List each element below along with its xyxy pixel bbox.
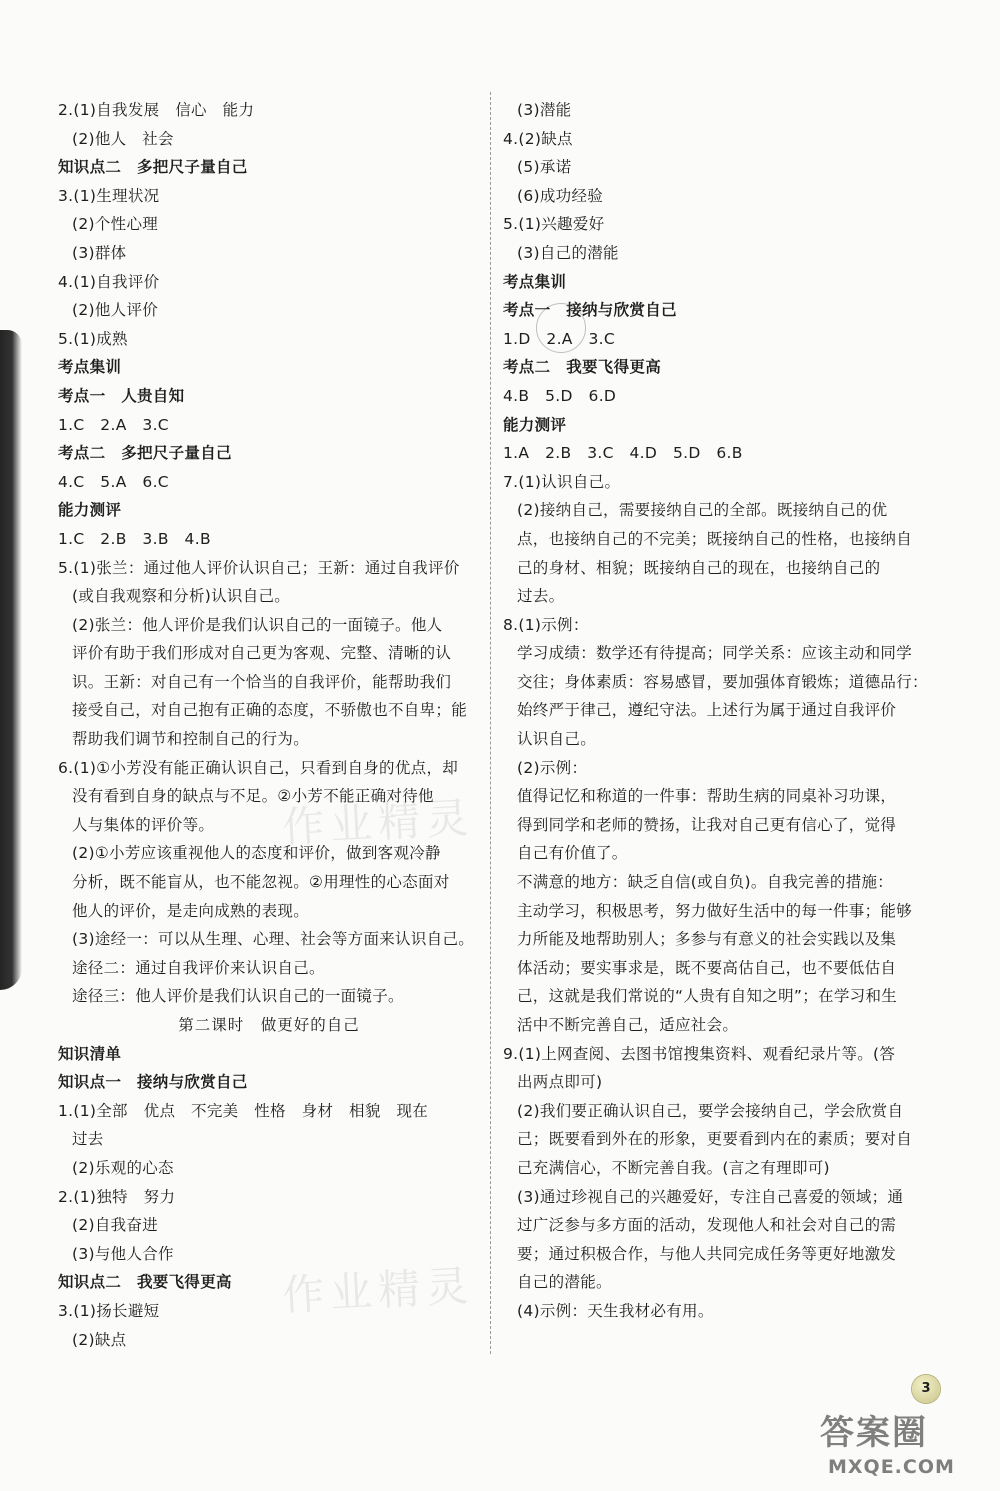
answer-line: (2)缺点 bbox=[72, 1330, 127, 1349]
answer-line: 途径三：他人评价是我们认识自己的一面镜子。 bbox=[72, 987, 404, 1006]
answer-line: 3.(1)扬长避短 bbox=[58, 1301, 160, 1320]
answer-line: 己的身材、相貌；既接纳自己的现在，也接纳自己的 bbox=[517, 558, 881, 577]
answer-line: 5.(1)兴趣爱好 bbox=[503, 215, 605, 234]
answer-line: (3)群体 bbox=[72, 243, 127, 262]
answer-line: 过去 bbox=[72, 1130, 104, 1149]
answer-line: 主动学习，积极思考，努力做好生活中的每一件事；能够 bbox=[517, 901, 913, 920]
answer-line: 己，这就是我们常说的“人贵有自知之明”；在学习和生 bbox=[517, 987, 898, 1006]
answer-line: 学习成绩：数学还有待提高；同学关系：应该主动和同学 bbox=[517, 644, 913, 663]
left-column bbox=[58, 96, 480, 1354]
answer-line: 1.(1)全部 优点 不完美 性格 身材 相貌 现在 bbox=[58, 1101, 429, 1120]
answer-line: 1.C 2.A 3.C bbox=[58, 415, 169, 434]
answer-line: 点，也接纳自己的不完美；既接纳自己的性格，也接纳自 bbox=[517, 529, 913, 548]
answer-line: 4.B 5.D 6.D bbox=[503, 386, 617, 405]
answer-line: (2)自我奋进 bbox=[72, 1216, 159, 1235]
answer-line: (2)他人评价 bbox=[72, 301, 159, 320]
answer-line: 帮助我们调节和控制自己的行为。 bbox=[72, 730, 310, 749]
section-heading: 考点一 接纳与欣赏自己 bbox=[503, 301, 677, 320]
answer-line: 5.(1)张兰：通过他人评价认识自己；王新：通过自我评价 bbox=[58, 558, 460, 577]
section-heading: 能力测评 bbox=[503, 415, 567, 434]
answer-line: 5.(1)成熟 bbox=[58, 329, 128, 348]
answer-line: 2.(1)自我发展 信心 能力 bbox=[58, 101, 255, 119]
answer-line: 己充满信心，不断完善自我。(言之有理即可) bbox=[517, 1158, 830, 1177]
answer-line: 出两点即可) bbox=[517, 1073, 603, 1092]
answer-line: 不满意的地方：缺乏自信(或自负)。自我完善的措施： bbox=[517, 873, 894, 892]
answer-line: (2)张兰：他人评价是我们认识自己的一面镜子。他人 bbox=[72, 615, 443, 634]
answer-line: 认识自己。 bbox=[517, 730, 597, 749]
answer-line: 2.(1)独特 努力 bbox=[58, 1187, 176, 1206]
watermark-text: 作业精灵 bbox=[280, 1261, 476, 1320]
answer-line: (4)示例：天生我材必有用。 bbox=[517, 1301, 714, 1320]
answer-line: 值得记忆和称道的一件事：帮助生病的同桌补习功课， bbox=[517, 787, 897, 806]
answer-line: 4.(1)自我评价 bbox=[58, 272, 160, 291]
answer-line: 7.(1)认识自己。 bbox=[503, 472, 621, 491]
answer-line: 过去。 bbox=[517, 587, 565, 606]
answer-line: 自己有价值了。 bbox=[517, 844, 628, 863]
answer-line: 得到同学和老师的赞扬，让我对自己更有信心了，觉得 bbox=[517, 815, 897, 834]
answer-line: 1.C 2.B 3.B 4.B bbox=[58, 529, 211, 548]
watermark-text: 作业精灵 bbox=[280, 793, 476, 852]
site-logo bbox=[820, 1405, 992, 1485]
answer-line: (3)自己的潜能 bbox=[517, 243, 619, 262]
answer-line: 9.(1)上网查阅、去图书馆搜集资料、观看纪录片等。(答 bbox=[503, 1044, 896, 1063]
answer-line: 没有看到自身的缺点与不足。②小芳不能正确对待他 bbox=[72, 787, 434, 806]
answer-line: (5)承诺 bbox=[517, 158, 572, 177]
answer-line: (2)个性心理 bbox=[72, 215, 159, 234]
section-heading: 能力测评 bbox=[58, 501, 122, 520]
answer-line: 途径二：通过自我评价来认识自己。 bbox=[72, 958, 325, 977]
answer-line: 6.(1)①小芳没有能正确认识自己，只看到自身的优点，却 bbox=[58, 758, 459, 777]
answer-line: (6)成功经验 bbox=[517, 186, 604, 205]
section-heading: 考点二 多把尺子量自己 bbox=[58, 444, 232, 463]
answer-line: 4.C 5.A 6.C bbox=[58, 472, 169, 491]
answer-line: 接受自己，对自己抱有正确的态度，不骄傲也不自卑；能 bbox=[72, 701, 468, 720]
section-heading: 知识点二 我要飞得更高 bbox=[58, 1273, 232, 1292]
section-heading: 考点集训 bbox=[503, 272, 567, 291]
answer-line: 8.(1)示例： bbox=[503, 615, 589, 634]
answer-line: (3)潜能 bbox=[517, 101, 572, 119]
answer-line: (2)我们要正确认识自己，要学会接纳自己，学会欣赏自 bbox=[517, 1101, 904, 1120]
lesson-title: 第二课时 做更好的自己 bbox=[178, 1016, 360, 1034]
answer-line: (2)乐观的心态 bbox=[72, 1158, 174, 1177]
answer-line: 交往；身体素质：容易感冒，要加强体育锻炼；道德品行： bbox=[517, 672, 928, 691]
answer-line: (3)通过珍视自己的兴趣爱好，专注自己喜爱的领域；通 bbox=[517, 1187, 904, 1206]
answer-line: 分析，既不能盲从，也不能忽视。②用理性的心态面对 bbox=[72, 873, 450, 892]
page-number: 3 bbox=[912, 1375, 940, 1403]
logo-main-text: 答案圈 bbox=[820, 1413, 928, 1453]
answer-line: (2)他人 社会 bbox=[72, 129, 174, 148]
answer-line: 力所能及地帮助别人；多参与有意义的社会实践以及集 bbox=[517, 930, 897, 949]
section-heading: 考点集训 bbox=[58, 358, 122, 377]
answer-line: (或自我观察和分析)认识自己。 bbox=[72, 587, 291, 606]
answer-line: 体活动；要实事求是，既不要高估自己，也不要低估自 bbox=[517, 958, 897, 977]
answer-line: 3.(1)生理状况 bbox=[58, 186, 160, 205]
answer-line: 己；既要看到外在的形象，更要看到内在的素质；要对自 bbox=[517, 1130, 913, 1149]
section-heading: 知识点一 接纳与欣赏自己 bbox=[58, 1073, 248, 1092]
section-heading: 考点一 人贵自知 bbox=[58, 386, 185, 405]
answer-line: 始终严于律己，遵纪守法。上述行为属于通过自我评价 bbox=[517, 701, 897, 720]
answer-line: 自己的潜能。 bbox=[517, 1273, 612, 1292]
answer-line: (3)与他人合作 bbox=[72, 1244, 174, 1263]
answer-line: (2)接纳自己，需要接纳自己的全部。既接纳自己的优 bbox=[517, 501, 888, 520]
answer-line: 他人的评价，是走向成熟的表现。 bbox=[72, 901, 310, 920]
answer-line: 过广泛参与多方面的活动，发现他人和社会对自己的需 bbox=[517, 1216, 897, 1235]
section-heading: 考点二 我要飞得更高 bbox=[503, 358, 662, 377]
answer-line: 4.(2)缺点 bbox=[503, 129, 573, 148]
answer-line: 活中不断完善自己，适应社会。 bbox=[517, 1016, 739, 1034]
logo-sub-text: MXQE.COM bbox=[828, 1456, 955, 1478]
right-column bbox=[503, 96, 943, 1326]
section-heading: 知识清单 bbox=[58, 1044, 122, 1063]
answer-line: 1.A 2.B 3.C 4.D 5.D 6.B bbox=[503, 444, 743, 463]
answer-line: 1.D 2.A 3.C bbox=[503, 329, 616, 348]
answer-line: 评价有助于我们形成对自己更为客观、完整、清晰的认 bbox=[72, 644, 452, 663]
stamp-seal bbox=[536, 303, 586, 353]
answer-line: 要；通过积极合作，与他人共同完成任务等更好地激发 bbox=[517, 1244, 897, 1263]
answer-line: (2)示例： bbox=[517, 758, 588, 777]
answer-line: (2)①小芳应该重视他人的态度和评价，做到客观冷静 bbox=[72, 844, 441, 863]
answer-line: 识。王新：对自己有一个恰当的自我评价，能帮助我们 bbox=[72, 672, 452, 691]
scan-shadow-edge bbox=[0, 330, 22, 990]
answer-line: (3)途经一：可以从生理、心理、社会等方面来认识自己。 bbox=[72, 930, 475, 949]
answer-line: 人与集体的评价等。 bbox=[72, 815, 215, 834]
column-divider bbox=[490, 92, 491, 1354]
section-heading: 知识点二 多把尺子量自己 bbox=[58, 158, 248, 177]
